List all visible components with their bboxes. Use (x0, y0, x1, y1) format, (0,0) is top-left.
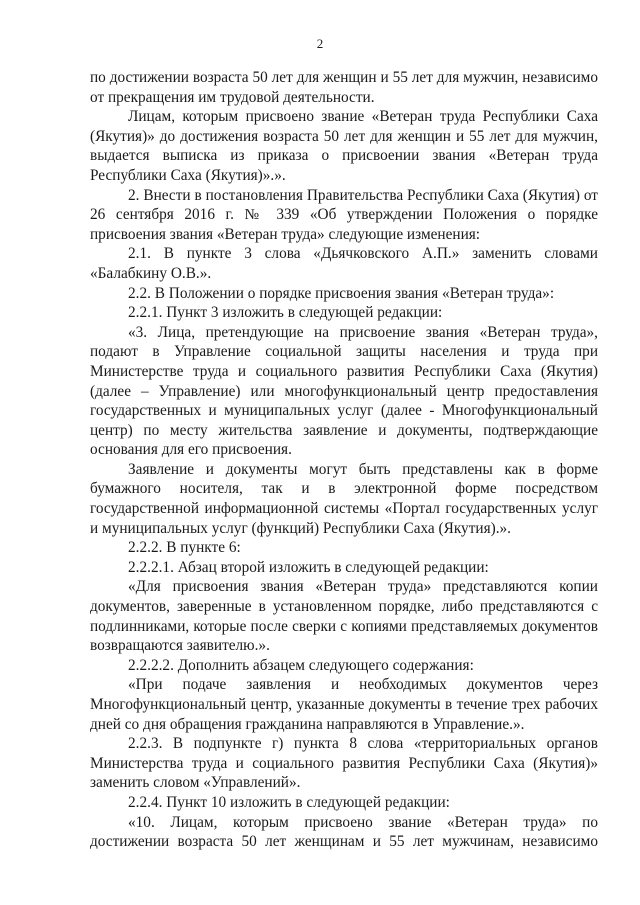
paragraph-2-2-2-2: 2.2.2.2. Дополнить абзацем следующего содержания: (128, 656, 474, 674)
paragraph-2-1: 2.1. В пункте 3 слова «Дьячковского А.П.» заменить словами «Балабкину О.В.». (90, 245, 598, 282)
paragraph-2-2-1: 2.2.1. Пункт 3 изложить в следующей редакции: (128, 304, 443, 322)
paragraph-2-2: 2.2. В Положении о порядке присвоения звания «Ветеран труда»: (128, 284, 555, 302)
paragraph-2-2-2-1: 2.2.2.1. Абзац второй изложить в следующей редакции: (128, 558, 489, 576)
paragraph-veteran-extract: Лицам, которым присвоено звание «Ветеран труда Республики Саха (Якутия)» до достижения возраста 50 лет для женщин и 55 лет для мужчин, выдается выписка из приказа о присвоении звания «Ветеран труда Республики Саха (Якутия)».». (90, 108, 598, 184)
paragraph-clause-10: «10. Лицам, которым присвоено звание «Ветеран труда» по достижении возраста 50 лет женщинам и 55 лет мужчинам, независимо (90, 813, 598, 851)
paragraph-application-forms: Заявление и документы могут быть представлены как в форме бумажного носителя, так и в электронной форме посредством государственной информационной системы «Портал государственных услуг и муниципальных услуг (функций) Республики Саха (Якутия).». (90, 460, 598, 537)
document-body (90, 68, 598, 852)
paragraph-continuation: по достижении возраста 50 лет для женщин и 55 лет для мужчин, независимо от прекращения им трудовой деятельности. (90, 69, 598, 106)
paragraph-mfc-submission: «При подаче заявления и необходимых документов через Многофункциональный центр, указанные документы в течение трех рабочих дней со дня обращения гражданина направляются в Управление.». (90, 676, 598, 733)
paragraph-clause-3: «3. Лица, претендующие на присвоение звания «Ветеран труда», подают в Управление социальной защиты населения и труда при Министерстве труда и социального развития Республики Саха (Якутия) (далее – Управление) или многофункциональный центр предоставления государственных и муниципальных услуг (далее - Многофункциональный центр) по месту жительства заявление и документы, подтверждающие основания для его присвоения. (90, 323, 598, 459)
page-number: 2 (316, 36, 324, 51)
paragraph-2-2-2: 2.2.2. В пункте 6: (128, 539, 241, 557)
paragraph-2-2-3: 2.2.3. В подпункте г) пункта 8 слова «территориальных органов Министерства труда и социального развития Республики Саха (Якутия)» заменить словом «Управлений». (90, 735, 598, 792)
paragraph-copies-documents: «Для присвоения звания «Ветеран труда» представляются копии документов, заверенные в установленном порядке, либо представляются с подлинниками, которые после сверки с копиями представляемых документов возвращаются заявителю.». (90, 578, 598, 655)
paragraph-2-2-4: 2.2.4. Пункт 10 изложить в следующей редакции: (128, 793, 450, 811)
paragraph-amendment-2: 2. Внести в постановления Правительства Республики Саха (Якутия) от 26 сентября 2016 г. № 339 «Об утверждении Положения о порядке присвоения звания «Ветеран труда» следующие изменения: (90, 186, 598, 243)
